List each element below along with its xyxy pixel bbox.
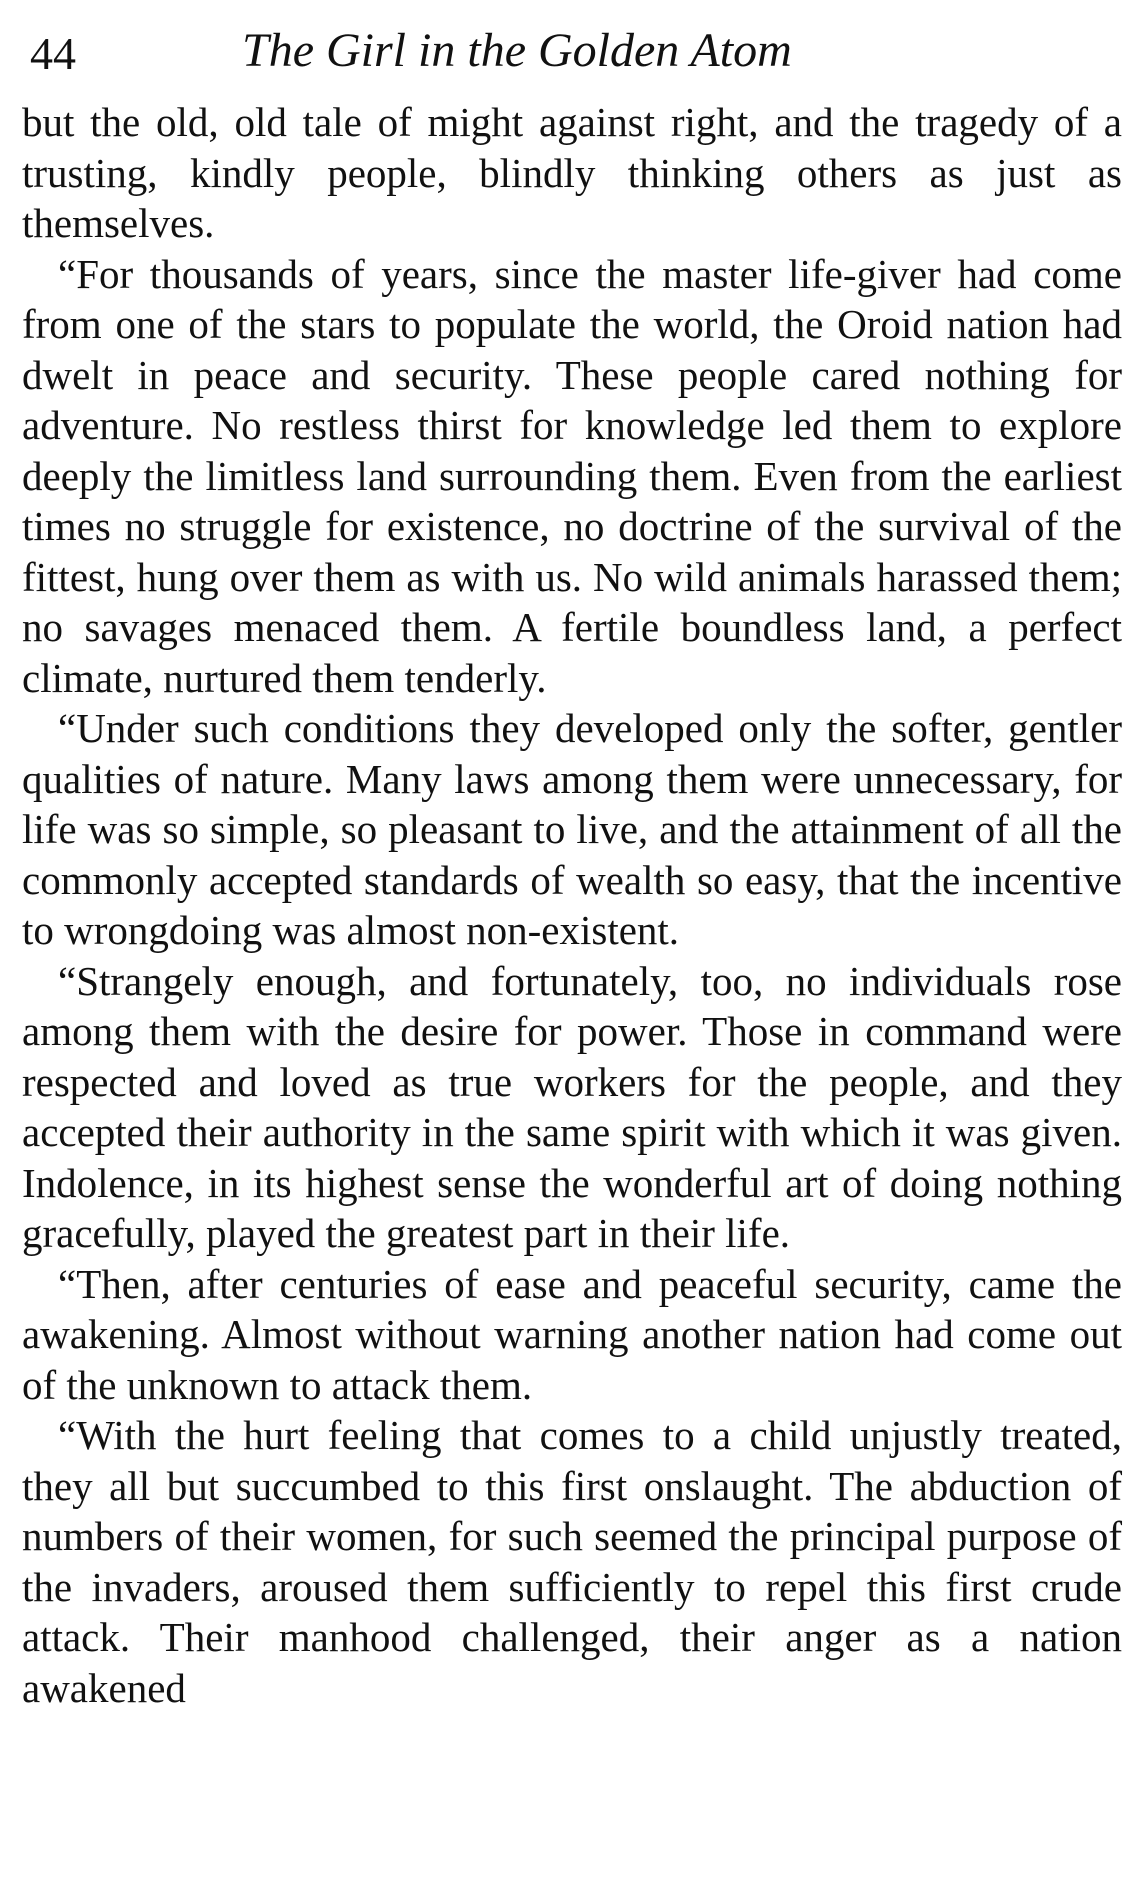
page-number: 44 xyxy=(30,28,76,79)
paragraph-1: but the old, old tale of might against right, and the tragedy of a trusting, kindly people, blindly thinking others as just as themselves. xyxy=(22,99,1122,246)
running-title: The Girl in the Golden Atom xyxy=(242,24,792,77)
body-text xyxy=(22,97,1122,1713)
paragraph-2: “For thousands of years, since the master life-giver had come from one of the stars to populate the world, the Oroid nation had dwelt in peace and security. These people cared nothing for adventure. No restless thirst for knowledge led them to explore deeply the limitless land surrounding them. Even from the earliest times no struggle for existence, no doctrine of the survival of the fittest, hung over them as with us. No wild animals harassed them; no savages menaced them. A fertile boundless land, a perfect climate, nurtured them tenderly. xyxy=(22,250,1122,701)
paragraph-6: “With the hurt feeling that comes to a child unjustly treated, they all but succumbed to this first onslaught. The abduction of numbers of their women, for such seemed the principal purpose of the invaders, aroused them sufficiently to repel this first crude attack. Their manhood challenged, their anger as a nation awakened xyxy=(22,1412,1122,1711)
paragraph-5: “Then, after centuries of ease and peaceful security, came the awakening. Almost without warning another nation had come out of the unknown to attack them. xyxy=(22,1260,1122,1408)
paragraph-4: “Strangely enough, and fortunately, too, no individuals rose among them with the desire for power. Those in command were respected and loved as true workers for the people, and they accepted their authority in the same spirit with which it was given. Indolence, in its highest sense the wonderful art of doing nothing gracefully, played the greatest part in their life. xyxy=(22,957,1122,1256)
paragraph-3: “Under such conditions they developed only the softer, gentler qualities of nature. Many laws among them were unnecessary, for life was so simple, so pleasant to live, and the attainment of all the commonly accepted standards of wealth so easy, that the incentive to wrongdoing was almost non-existent. xyxy=(22,705,1122,953)
running-head xyxy=(22,14,1122,94)
